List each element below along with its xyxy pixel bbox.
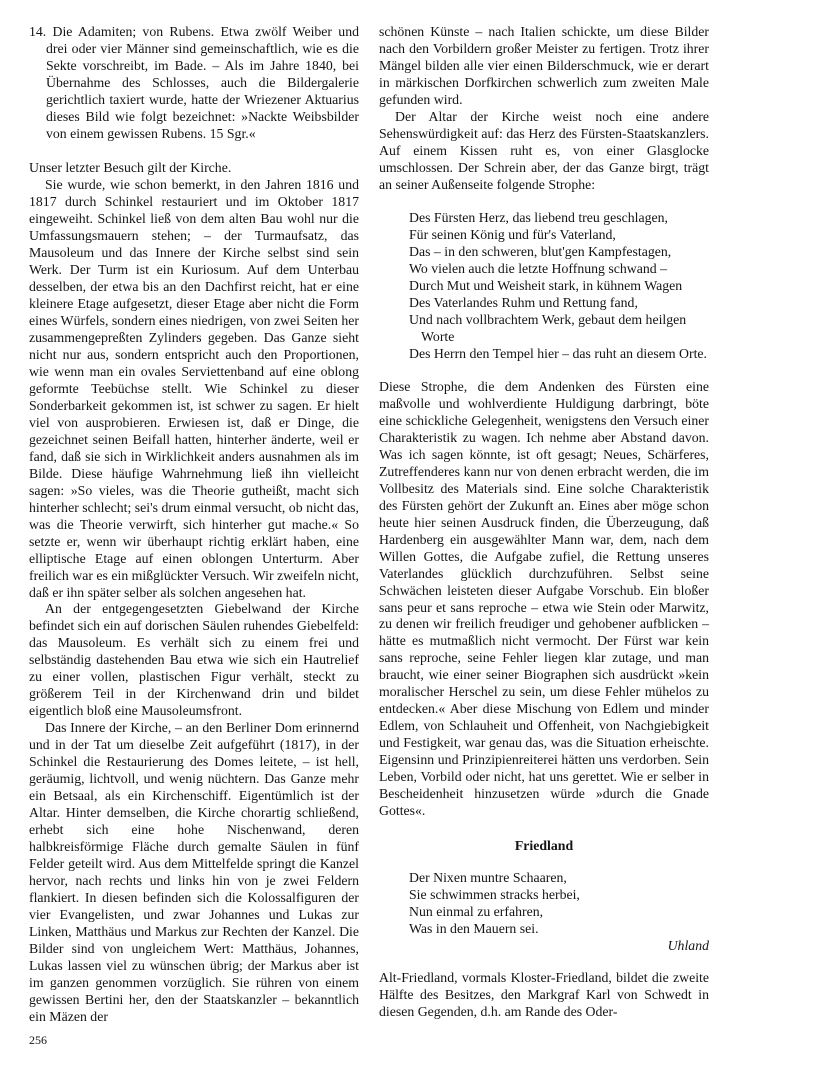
body-paragraph: Diese Strophe, die dem Andenken des Fürsten eine maßvolle und wohlverdiente Huldigung darbringt, böte eine schickliche Gelegenheit, wenigstens den Versuch einer Charakteristik zu wagen. Ich nehme aber Abstand davon. Was ich sagen könnte, ist oft gesagt; Neues, Schärferes, Zutreffenderes kann nur von denen erbracht werden, die im Vollbesitz des Materials sind. Eine solche Charakteristik des Fürsten gehört der Zukunft an. Eines aber möge schon heute hier seinen Ausdruck finden, die Überzeugung, daß Hardenberg ein ausgewählter Mann war, dem, nach dem Willen Gottes, die Aufgabe zufiel, die Rettung unseres Vaterlandes glücklich durchzuführen. Selbst seine Schwächen leisteten dieser Aufgabe Vorschub. Ein bloßer sans peur et sans reproche – etwa wie Stein oder Marwitz, zu denen wir freilich freudiger und gehobener aufblicken – hätte es mutmaßlich nicht vermocht. Der Fürst war kein sans reproche, seine Fehler liegen klar zutage, und man braucht, wie einer seiner Biographen sich ausdrückt »kein moralischer Herschel zu sein, um diese Fehler mühelos zu entdecken.« Aber diese Mischung von Edlem und minder Edlem, von Schlauheit und Offenheit, von Nachgiebigkeit und Festigkeit, war genau das, was die Situation erheischte. Eigensinn und Prinzipienreiterei hätten uns verdorben. Sein Leben, Vorbild oder nicht, hat uns gerettet. Wie er selber in Bescheidenheit hinzusetzen würde »durch die Gnade Gottes«.: [379, 378, 709, 819]
poem-line: Für seinen König und für's Vaterland,: [409, 226, 616, 242]
body-paragraph: Das Innere der Kirche, – an den Berliner Dom erinnernd und in der Tat um dieselbe Zeit aufgeführt (1817), in der Schinkel die Restaurierung des Domes leitete, – ist hell, geräumig, lichtvoll, und wenig nüchtern. Das Ganze mehr ein Betsaal, als ein Kirchenschiff. Eigentümlich ist der Altar. Hinter demselben, die Kirche chorartig schließend, erhebt sich eine hohe Nischenwand, deren halbkreisförmige Fläche durch gemalte Säulen in fünf Felder geteilt wird. Aus dem Mittelfelde springt die Kanzel hervor, nach rechts und links hin von je zwei Feldern flankiert. In diesen befinden sich die Kolossalfiguren der vier Evangelisten, und zwar Johannes und Lukas zur Linken, Matthäus und Markus zur Rechten der Kanzel. Die Bilder sind von ungleichem Wert: Matthäus, Johannes, Lukas lassen viel zu wünschen übrig; der Markus aber ist im ganzen genommen vorzüglich. Sie rühren von einem gewissen Bertini her, den der Staatskanzler – bekanntlich ein Mäzen der: [29, 720, 359, 1025]
motto-line: Der Nixen muntre Schaaren,: [409, 870, 567, 886]
poem-line: Das – in den schweren, blut'gen Kampfestagen,: [409, 243, 672, 259]
poem-line: Wo vielen auch die letzte Hoffnung schwand –: [409, 260, 668, 276]
poem-line: Des Herrn den Tempel hier – das ruht an diesem Orte.: [409, 345, 708, 361]
poem-line: Durch Mut und Weisheit stark, in kühnem Wagen: [409, 277, 683, 293]
body-paragraph: Unser letzter Besuch gilt der Kirche.: [29, 159, 232, 175]
body-paragraph: An der entgegengesetzten Giebelwand der Kirche befindet sich ein auf dorischen Säulen ruhendes Giebelfeld: das Mausoleum. Es verhält sich zu einem frei und selbständig dastehenden Bau etwa wie sich ein Hautrelief zu einer vollen, plastischen Figur verhält, steckt zu größerem Teil in der Kirchenwand drin und bildet eigentlich bloß eine Mausoleumsfront.: [29, 601, 359, 719]
motto-line: Sie schwimmen stracks herbei,: [409, 887, 580, 903]
section-heading: Friedland: [514, 838, 574, 854]
poem-stanza: [409, 210, 709, 363]
motto-line: Was in den Mauern sei.: [409, 921, 539, 937]
motto-line: Nun einmal zu erfahren,: [409, 904, 544, 920]
body-paragraph: Der Altar der Kirche weist noch eine andere Sehenswürdigkeit auf: das Herz des Fürsten-Staatskanzlers. Auf einem Kissen ruht es, von einer Glasglocke umschlossen. Der Schrein aber, der das Ganze birgt, trägt an seiner Außenseite folgende Strophe:: [379, 108, 709, 192]
poem-line: Und nach vollbrachtem Werk, gebaut dem heilgen Worte: [409, 311, 687, 344]
body-paragraph: Alt-Friedland, vormals Kloster-Friedland, bildet die zweite Hälfte des Besitzes, den Markgraf Karl von Schwedt in diesen Gegenden, d.h. am Rande des Oder-: [379, 970, 709, 1020]
left-column: [29, 24, 359, 1026]
motto-author: Uhland: [667, 938, 709, 954]
body-paragraph: schönen Künste – nach Italien schickte, um diese Bilder nach den Vorbildern großer Meister zu fertigen. Trotz ihrer Mängel bilden alle vier einen Bilderschmuck, wie er derart in märkischen Dorfkirchen schwerlich zum zweiten Male gefunden wird.: [379, 24, 709, 107]
page-number: 256: [29, 1033, 47, 1047]
poem-line: Des Fürsten Herz, das liebend treu geschlagen,: [409, 209, 668, 225]
footnote: 14. Die Adamiten; von Rubens. Etwa zwölf Weiber und drei oder vier Männer sind gemeinschaftlich, wie es die Sekte vorschreibt, im Bade. – Als im Jahre 1840, bei Übernahme des Schlosses, auch die Bildergalerie gerichtlich taxiert wurde, hatte der Wriezener Aktuarius dieses Bild wie folgt bezeichnet: »Nackte Weibsbilder von einem gewissen Rubens. 15 Sgr.«: [29, 24, 359, 141]
body-paragraph: Sie wurde, wie schon bemerkt, in den Jahren 1816 und 1817 durch Schinkel restauriert und im Oktober 1817 eingeweiht. Schinkel ließ von dem alten Bau wohl nur die Umfassungsmauern stehen; – der Turmaufsatz, das Mausoleum und das Innere der Kirche selbst sind sein Werk. Der Turm ist ein Kuriosum. Auf dem Unterbau desselben, der etwa bis an den Dachfirst reicht, hat er eine kleinere Etage aufgesetzt, dieser Etage aber nicht die Form eines Würfels, sondern eines niedrigen, von zwei Seiten her zusammengepreßten Zylinders gegeben. Das Ganze sieht nicht nur aus, sondern entspricht auch den Proportionen, wie wenn man ein ovales Serviettenband auf eine oblong geformte Teebüchse stellt. Wie Schinkel zu dieser Sonderbarkeit gekommen ist, ist schwer zu sagen. Er hielt viel von ausprobieren. Erwiesen ist, daß er Dinge, die gezeichnet seinen Beifall hatten, hinterher änderte, weil er fand, daß sie sich in Wirklichkeit anders ausnahmen als im Bilde. Diese häufige Wahrnehmung ließ ihn vielleicht sagen: »So vieles, was die Theorie gutheißt, macht sich hinterher schlecht; sei's drum einmal versucht, ob nicht das, was die Theorie verwirft, sich hinterher gut mache.« So setzte er, wenn wir überhaupt richtig erklärt haben, eine elliptische Etage auf einen oblongen Unterturm. Aber freilich war es ein mißglückter Versuch. Wir zweifeln nicht, daß er ihn später selber als solchen angesehen hat.: [29, 176, 360, 600]
right-column: [379, 24, 709, 1021]
motto-verse: [409, 870, 709, 938]
poem-line: Des Vaterlandes Ruhm und Rettung fand,: [409, 294, 638, 310]
